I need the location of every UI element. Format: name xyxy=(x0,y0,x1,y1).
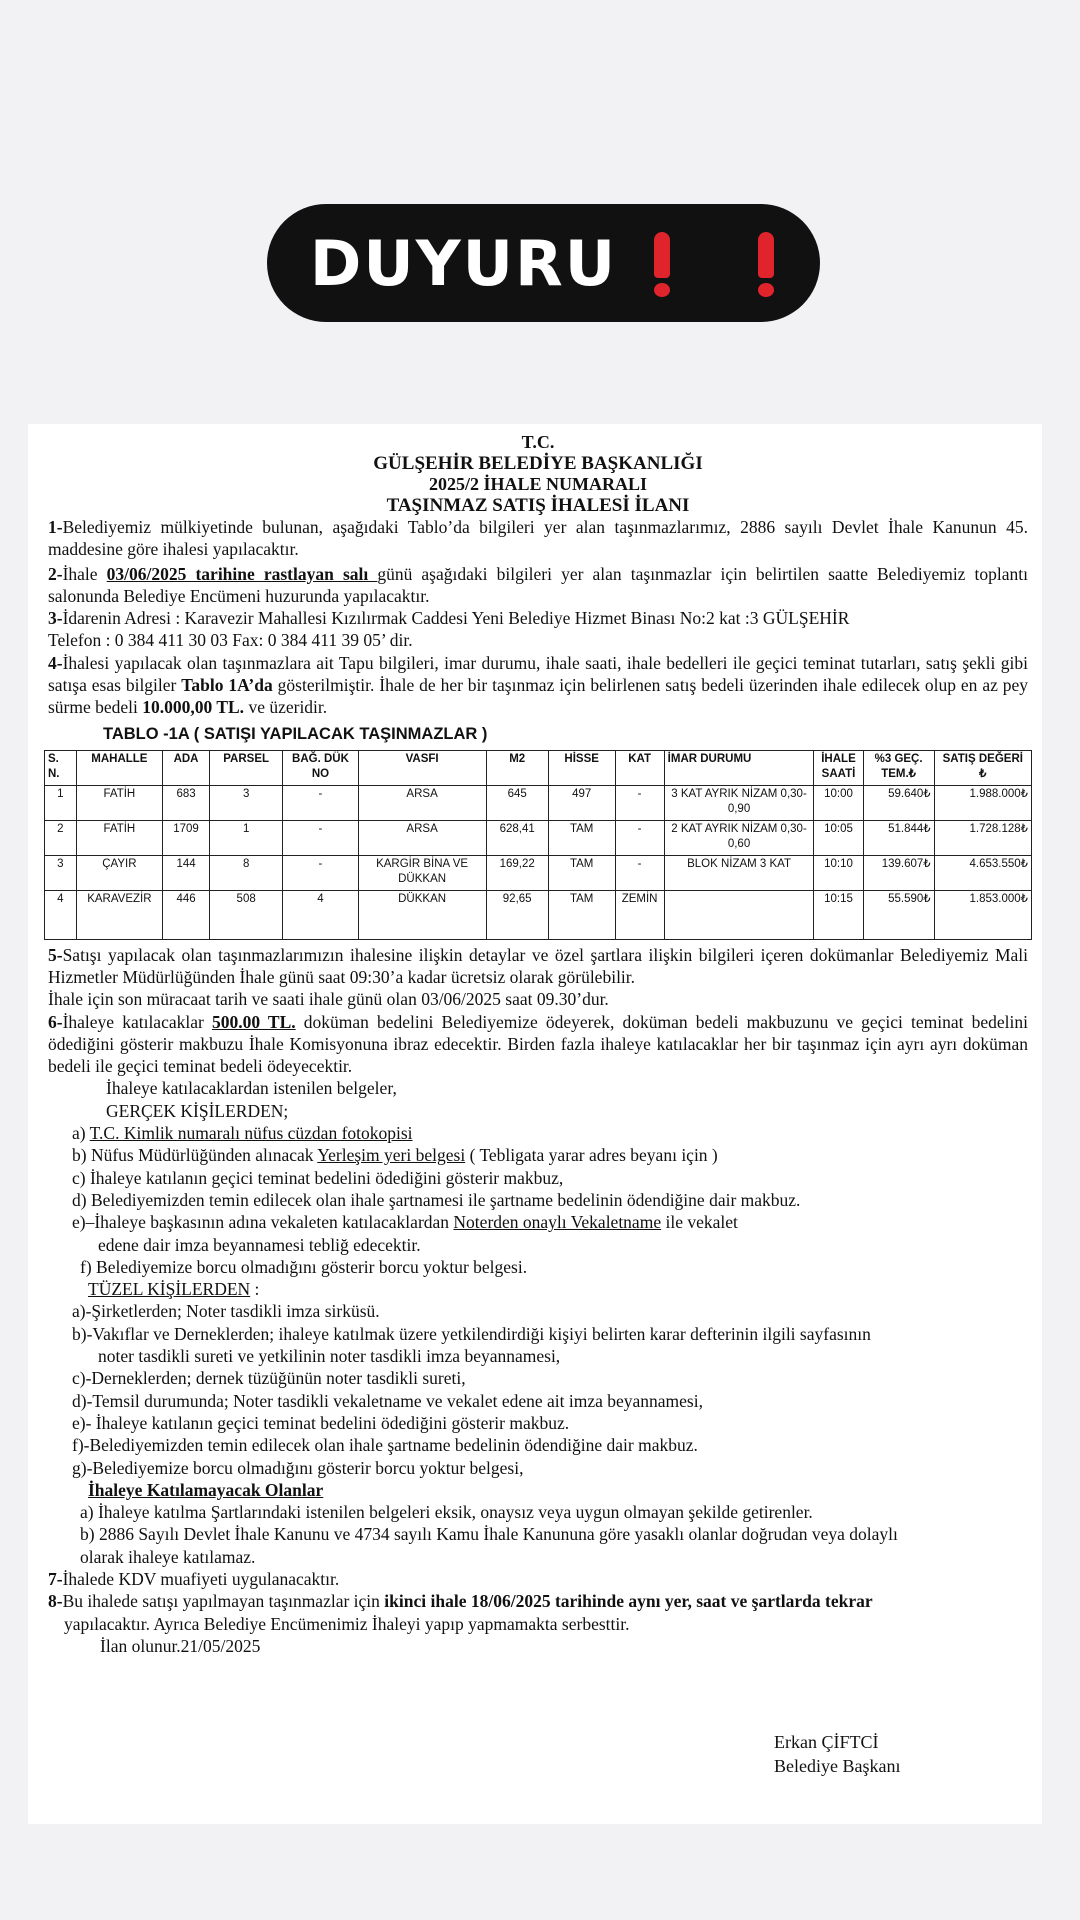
req-item: e)- İhaleye katılanın geçici teminat bedelini ödediğini gösterir makbuz. xyxy=(72,1412,570,1433)
section-5: 5-Satışı yapılacak olan taşınmazlarımızın ihalesine ilişkin detaylar ve özel şartlara ilişkin bilgileri içeren dokümanlar Belediyemiz Mali Hizmetler Müdürlüğünden İhale günü saat 09:30’a kadar ücretsiz olarak görülebilir. xyxy=(48,944,1028,987)
signatory-name: Erkan ÇİFTCİ xyxy=(774,1732,879,1752)
table-row xyxy=(45,855,1032,890)
cell: 508 xyxy=(210,890,283,939)
req-item: f) Belediyemize borcu olmadığını gösterir borcu yoktur belgesi. xyxy=(80,1256,528,1277)
closing-line: İlan olunur.21/05/2025 xyxy=(100,1635,261,1656)
exclamation-icon xyxy=(651,232,673,294)
cell: 10:00 xyxy=(814,785,863,820)
cell: TAM xyxy=(548,890,615,939)
contact-line: Telefon : 0 384 411 30 03 Fax: 0 384 411 39 05’ dir. xyxy=(48,630,413,651)
cell: 51.844₺ xyxy=(863,820,934,855)
req-item: a)-Şirketlerden; Noter tasdikli imza sirküsü. xyxy=(72,1301,380,1322)
document-fee: 500.00 TL. xyxy=(211,1011,296,1032)
legal-persons-title: TÜZEL KİŞİLERDEN : xyxy=(88,1279,260,1300)
req-item: c) İhaleye katılanın geçici teminat bedelini ödediğini gösterir makbuz, xyxy=(72,1167,564,1188)
cell: 55.590₺ xyxy=(863,890,934,939)
table-header-row xyxy=(45,750,1032,785)
deadline-line: İhale için son müracaat tarih ve saati ihale günü olan 03/06/2025 saat 09.30’dur. xyxy=(48,989,609,1010)
cell: 2 xyxy=(45,820,77,855)
section-6: 6-İhaleye katılacaklar 500.00 TL. doküman bedelini Belediyemize ödeyerek, doküman bedeli makbuzunu ve geçici teminat bedelini ödediğini gösterir makbuzu İhale Komisyonuna ibraz edecektir. Birden fazla ihaleye katılacaklar her bir taşınmaz için ayrı ayrı doküman bedeli ile geçici teminat bedeli ödeyecektir. xyxy=(48,1011,1028,1077)
col-header: KAT xyxy=(615,750,664,785)
table-row xyxy=(45,890,1032,939)
req-item-cont: noter tasdikli sureti ve yetkilinin noter tasdikli imza beyannamesi, xyxy=(98,1346,561,1367)
col-header: M2 xyxy=(486,750,548,785)
banner-title: DUYURU xyxy=(309,226,618,300)
property-table xyxy=(44,750,1032,940)
cell: 144 xyxy=(163,855,210,890)
cell: - xyxy=(283,820,358,855)
cell: KARGİR BİNA VE DÜKKAN xyxy=(358,855,486,890)
cell: 497 xyxy=(548,785,615,820)
req-item: e)–İhaleye başkasının adına vekaleten katılacaklardan Noterden onaylı Vekaletname ile vekalet xyxy=(72,1212,738,1233)
cell: 169,22 xyxy=(486,855,548,890)
req-item: d)-Temsil durumunda; Noter tasdikli vekaletname ve vekalet edene ait imza beyannamesi, xyxy=(72,1390,703,1411)
cell: 92,65 xyxy=(486,890,548,939)
col-header: İMAR DURUMU xyxy=(664,750,814,785)
header-tender-title: TAŞINMAZ SATIŞ İHALESİ İLANI xyxy=(386,495,690,516)
cell: 628,41 xyxy=(486,820,548,855)
cell: 446 xyxy=(163,890,210,939)
cell: 10:15 xyxy=(814,890,863,939)
excl-item-cont: olarak ihaleye katılamaz. xyxy=(80,1546,256,1567)
cell: 3 KAT AYRIK NİZAM 0,30-0,90 xyxy=(664,785,814,820)
announcement-document xyxy=(28,424,1042,1824)
cell: ZEMİN xyxy=(615,890,664,939)
cell: KARAVEZİR xyxy=(76,890,162,939)
col-header: %3 GEÇ. TEM.₺ xyxy=(863,750,934,785)
cell: ARSA xyxy=(358,820,486,855)
exclamation-icon xyxy=(755,232,777,294)
cell: 8 xyxy=(210,855,283,890)
cell: 2 KAT AYRIK NİZAM 0,30-0,60 xyxy=(664,820,814,855)
excluded-title: İhaleye Katılamayacak Olanlar xyxy=(88,1479,324,1500)
table-row xyxy=(45,785,1032,820)
col-header: BAĞ. DÜK NO xyxy=(283,750,358,785)
section-2: 2-İhale 03/06/2025 tarihine rastlayan salı günü aşağıdaki bilgileri yer alan taşınmazlar için belirtilen saatte Belediyemiz toplantı salonunda Belediye Encümeni huzurunda yapılacaktır. xyxy=(48,563,1029,606)
cell: 645 xyxy=(486,785,548,820)
cell: 139.607₺ xyxy=(863,855,934,890)
cell: ÇAYIR xyxy=(76,855,162,890)
cell: 4 xyxy=(283,890,358,939)
col-header: VASFI xyxy=(358,750,486,785)
req-item: a) T.C. Kimlik numaralı nüfus cüzdan fotokopisi xyxy=(72,1123,413,1144)
cell: ARSA xyxy=(358,785,486,820)
col-header: PARSEL xyxy=(210,750,283,785)
req-item: g)-Belediyemize borcu olmadığını gösterir borcu yoktur belgesi, xyxy=(72,1457,524,1478)
cell: 1.988.000₺ xyxy=(934,785,1031,820)
table-title: TABLO -1A ( SATIŞI YAPILACAK TAŞINMAZLAR ) xyxy=(103,724,488,743)
cell: - xyxy=(283,855,358,890)
cell: 4.653.550₺ xyxy=(934,855,1031,890)
col-header: MAHALLE xyxy=(76,750,162,785)
cell: - xyxy=(283,785,358,820)
excl-item: b) 2886 Sayılı Devlet İhale Kanunu ve 4734 sayılı Kamu İhale Kanununa göre yasaklı olanlar doğrudan veya dolaylı xyxy=(80,1524,898,1545)
header-tc: T.C. xyxy=(521,432,555,452)
cell: 10:10 xyxy=(814,855,863,890)
real-persons-title: GERÇEK KİŞİLERDEN; xyxy=(106,1100,289,1121)
cell: 1 xyxy=(210,820,283,855)
cell: - xyxy=(615,785,664,820)
excl-item: a) İhaleye katılma Şartlarındaki istenilen belgeleri eksik, onaysız veya uygun olmayan şekilde getirenler. xyxy=(80,1502,813,1523)
cell: - xyxy=(615,820,664,855)
cell: 3 xyxy=(45,855,77,890)
header-tender-number: 2025/2 İHALE NUMARALI xyxy=(428,474,647,494)
cell: TAM xyxy=(548,855,615,890)
cell: TAM xyxy=(548,820,615,855)
table-row xyxy=(45,820,1032,855)
cell: 1 xyxy=(45,785,77,820)
section-7: 7-İhalede KDV muafiyeti uygulanacaktır. xyxy=(48,1568,340,1589)
req-item-cont: edene dair imza beyannamesi tebliğ edecektir. xyxy=(98,1234,421,1255)
cell: 10:05 xyxy=(814,820,863,855)
cell: BLOK NİZAM 3 KAT xyxy=(664,855,814,890)
cell: FATİH xyxy=(76,820,162,855)
cell: 1.728.128₺ xyxy=(934,820,1031,855)
cell: 4 xyxy=(45,890,77,939)
cell: DÜKKAN xyxy=(358,890,486,939)
req-item: d) Belediyemizden temin edilecek olan ihale şartnamesi ile şartname bedelinin ödendiğine dair makbuz. xyxy=(72,1189,801,1210)
req-item: f)-Belediyemizden temin edilecek olan ihale şartname bedelinin ödendiğine dair makbuz. xyxy=(72,1435,698,1456)
cell: 59.640₺ xyxy=(863,785,934,820)
col-header: SATIŞ DEĞERİ ₺ xyxy=(934,750,1031,785)
section-8: 8-Bu ihalede satışı yapılmayan taşınmazlar için ikinci ihale 18/06/2025 tarihinde aynı yer, saat ve şartlarda tekrar xyxy=(48,1591,873,1612)
cell: - xyxy=(615,855,664,890)
req-item: c)-Derneklerden; dernek tüzüğünün noter tasdikli sureti, xyxy=(72,1368,466,1389)
signatory-title: Belediye Başkanı xyxy=(774,1756,901,1776)
section-3: 3-İdarenin Adresi : Karavezir Mahallesi Kızılırmak Caddesi Yeni Belediye Hizmet Binası No:2 kat :3 GÜLŞEHİR xyxy=(48,608,850,629)
cell: 3 xyxy=(210,785,283,820)
cell xyxy=(664,890,814,939)
cell: 1709 xyxy=(163,820,210,855)
col-header: HİSSE xyxy=(548,750,615,785)
req-item: b) Nüfus Müdürlüğünden alınacak Yerleşim yeri belgesi ( Tebligata yarar adres beyanı için ) xyxy=(72,1145,718,1166)
announcement-banner xyxy=(267,204,820,322)
section-8-cont: yapılacaktır. Ayrıca Belediye Encümenimiz İhaleyi yapıp yapmamakta serbesttir. xyxy=(64,1613,630,1634)
tender-date: 03/06/2025 tarihine rastlayan salı xyxy=(106,563,378,584)
cell: 1.853.000₺ xyxy=(934,890,1031,939)
header-municipality: GÜLŞEHİR BELEDİYE BAŞKANLIĞI xyxy=(373,453,703,474)
section-1: 1-Belediyemiz mülkiyetinde bulunan, aşağıdaki Tablo’da bilgileri yer alan taşınmazlarımız, 2886 sayılı Devlet İhale Kanunun 45. maddesine göre ihalesi yapılacaktır. xyxy=(48,517,1028,560)
cell: 683 xyxy=(163,785,210,820)
requirements-intro: İhaleye katılacaklardan istenilen belgeler, xyxy=(106,1078,397,1099)
signature-block xyxy=(774,1730,900,1778)
req-item: b)-Vakıflar ve Derneklerden; ihaleye katılmak üzere yetkilendirdiği kişiyi belirten karar defterinin ilgili sayfasının xyxy=(72,1323,871,1344)
col-header: S. N. xyxy=(45,750,77,785)
col-header: İHALE SAATİ xyxy=(814,750,863,785)
col-header: ADA xyxy=(163,750,210,785)
section-4: 4-İhalesi yapılacak olan taşınmazlara ait Tapu bilgileri, imar durumu, ihale saati, ihale bedelleri ile geçici teminat tutarları, satış şekli gibi satışa esas bilgiler Tablo 1A’da gösterilmiştir. İhale de her bir taşınmaz için belirlenen satış bedeli üzerinden ihale edilecek olup en az pey sürme bedeli 10.000,00 TL. ve üzeridir. xyxy=(48,652,1029,718)
cell: FATİH xyxy=(76,785,162,820)
